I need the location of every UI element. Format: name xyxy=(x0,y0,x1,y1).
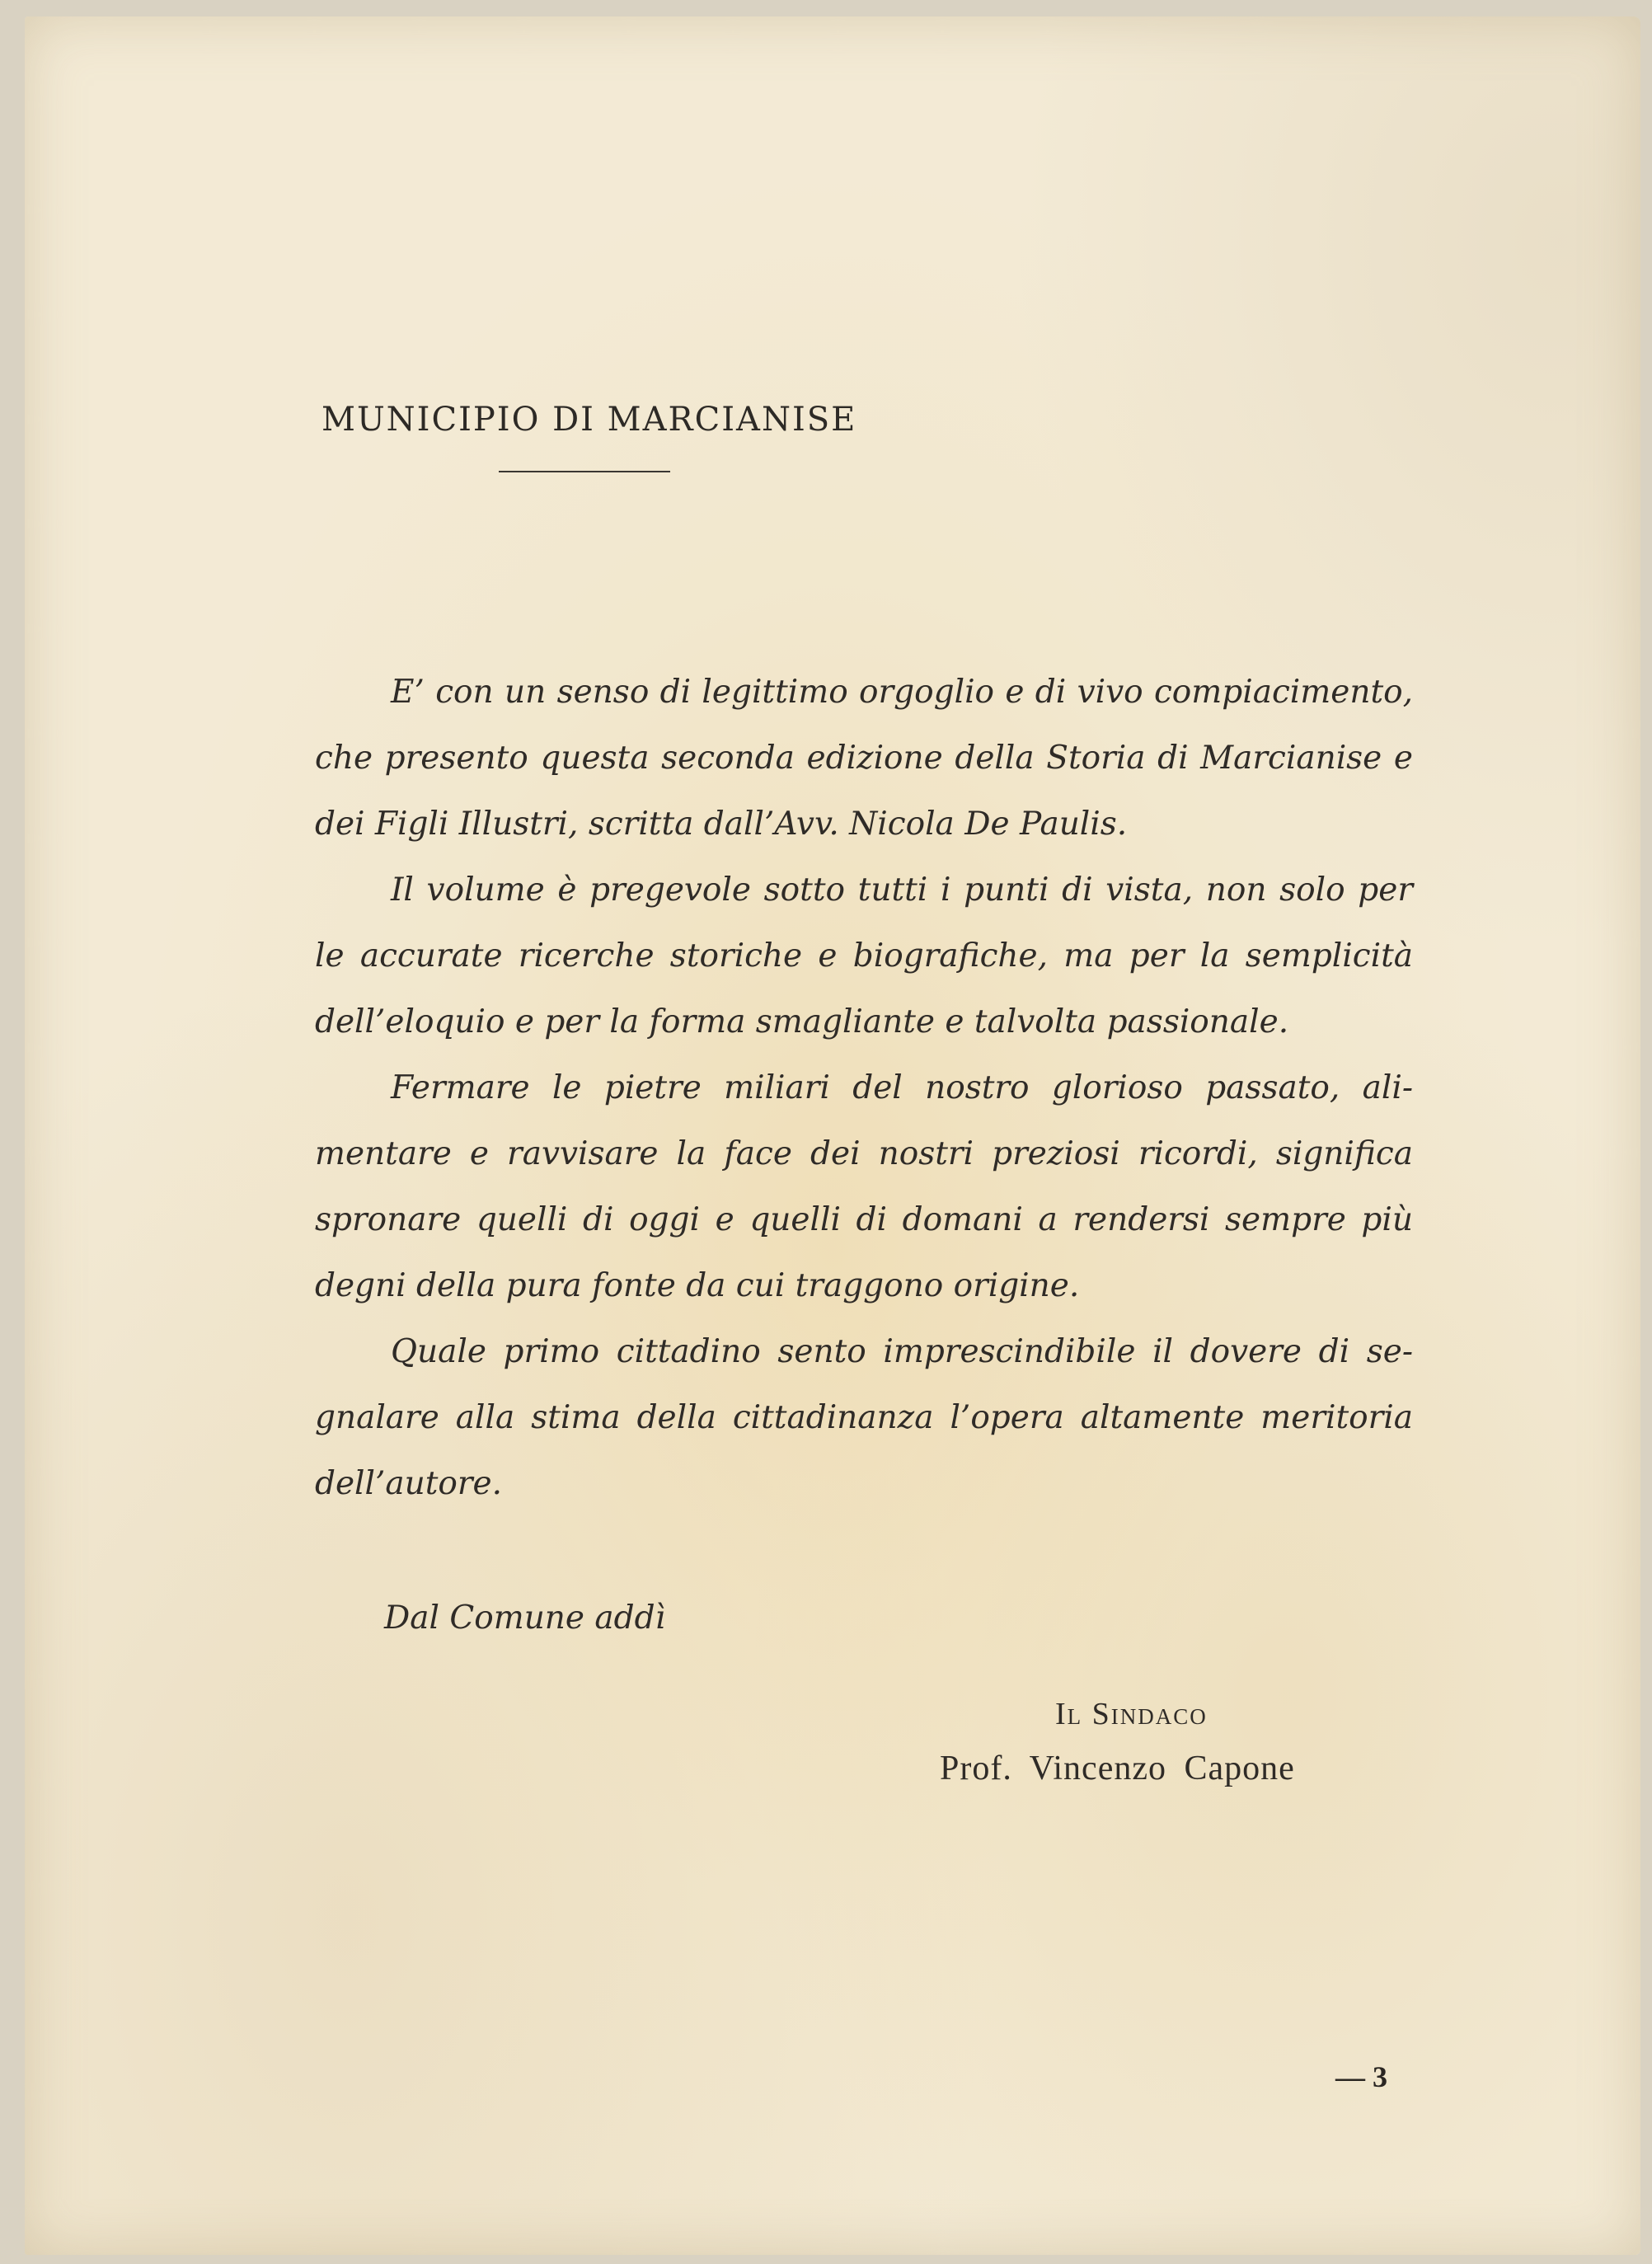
document-header: MUNICIPIO DI MARCIANISE xyxy=(321,401,857,439)
signature-title: Il Sindaco xyxy=(1055,1697,1208,1731)
body-paragraph: E’ con un senso di legittimo orgoglio e di vivo compiacimento, che presento questa seconda edizione della Storia di Marcianise e dei Figli Illustri, scritta dall’Avv. Nicola De Paulis. xyxy=(315,674,1413,843)
body-paragraph: Quale primo cittadino sento imprescindibile il dovere di segnalare alla stima della cittadinanza l’opera altamente meritoria dell’autore. xyxy=(315,1333,1413,1502)
document-body xyxy=(315,660,1413,1517)
dateline: Dal Comune addì xyxy=(384,1599,666,1637)
page-number: — 3 xyxy=(1335,2060,1387,2093)
body-paragraph: Fermare le pietre miliari del nostro glorioso passato, alimentare e ravvisare la face dei nostri preziosi ricordi, significa spronare quelli di oggi e quelli di domani a rendersi sempre più degni della pura fonte da cui traggono origine. xyxy=(315,1069,1413,1304)
header-divider xyxy=(499,471,670,472)
body-paragraph: Il volume è pregevole sotto tutti i punti di vista, non solo per le accurate ricerche storiche e biografiche, ma per la semplicità dell’eloquio e per la forma smagliante e talvolta passionale. xyxy=(315,871,1413,1040)
document-page xyxy=(25,16,1640,2255)
signature-name: Prof. Vincenzo Capone xyxy=(940,1750,1295,1787)
